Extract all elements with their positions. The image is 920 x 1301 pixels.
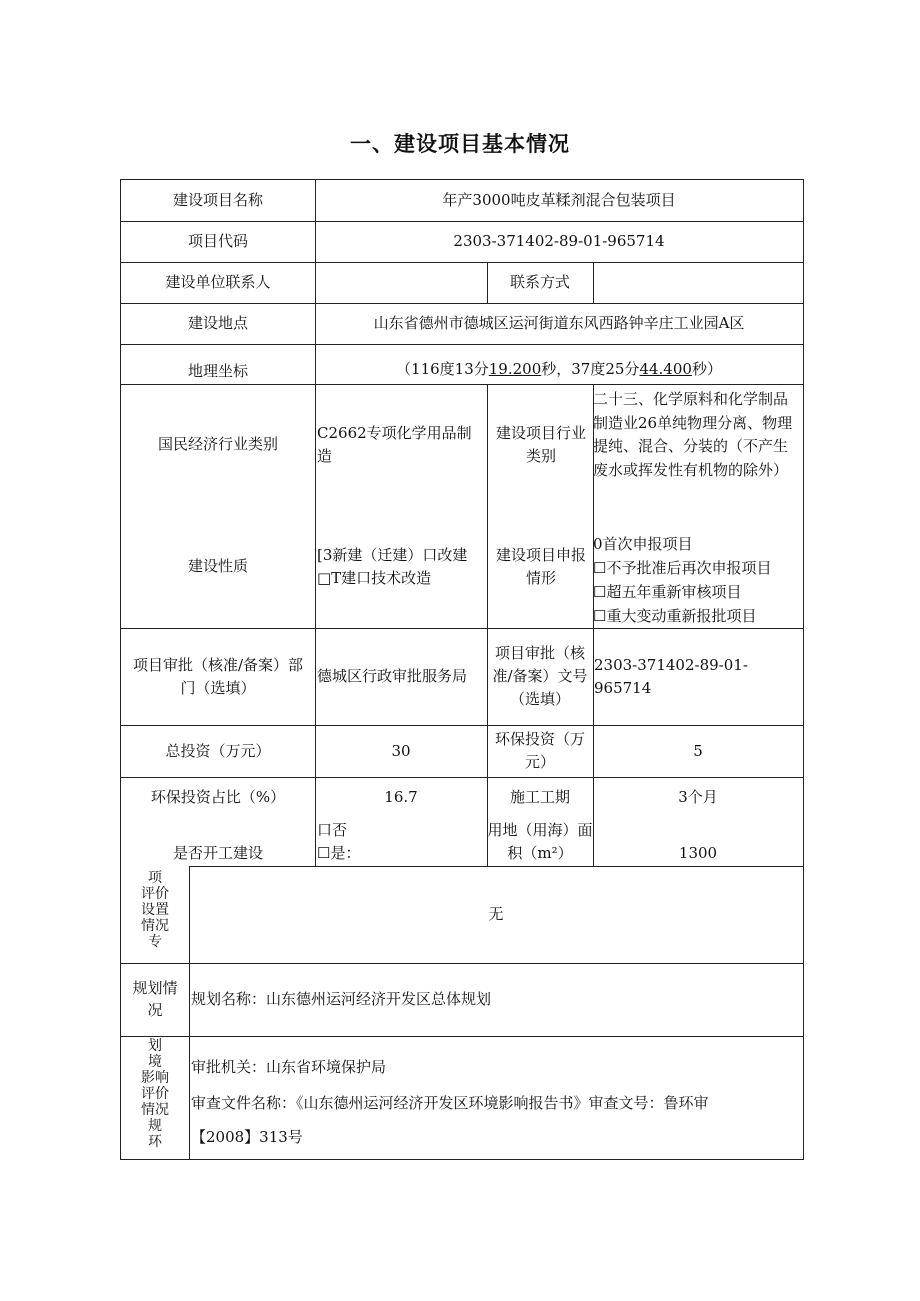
plan-eia-document: 审查文件名称：《山东德州运河经济开发区环境影响报告书》审查文号：鲁环审 (191, 1094, 709, 1112)
project-name-label: 建设项目名称 (172, 191, 263, 209)
land-area-label: 用地（用海）面积（m²） (487, 821, 593, 862)
total-investment-label: 总投资（万元） (165, 741, 271, 760)
row-divider (121, 777, 803, 778)
coords-label: 地理坐标 (187, 362, 248, 380)
coords-suffix: 秒） (691, 360, 722, 378)
industry-category-value: 二十三、化学原料和化学制品制造业26单纯物理分离、物理提纯、混合、分装的（不产生废水或挥发性有机物的除外） (593, 390, 793, 479)
contact-method-value (593, 262, 803, 303)
approval-dept-label: 项目审批（核准/备案）部门（选填） (132, 655, 304, 697)
special-assessment-value: 无 (488, 905, 504, 923)
industry-value: C2662专项化学用品制造 (317, 424, 472, 465)
nature-value: [3新建（迁建）口改建□T建口技术改造 (317, 546, 468, 587)
env-ratio-label: 环保投资占比（%） (150, 788, 286, 806)
project-code-label: 项目代码 (187, 232, 248, 250)
basic-info-table (120, 179, 804, 1160)
industry-label: 国民经济行业类别 (157, 435, 278, 453)
env-ratio-value: 16.7 (384, 788, 418, 806)
page-title: 一、建设项目基本情况 (350, 132, 570, 156)
construction-period-value: 3个月 (678, 788, 718, 806)
approval-doc-value: 2303-371402-89-01-965714 (594, 655, 748, 697)
started-option-no[interactable]: 口否 (317, 821, 348, 839)
special-assessment-label: 项 评价 设置 情况 专 (141, 870, 169, 950)
construction-period-label: 施工工期 (509, 788, 570, 806)
report-option[interactable]: 0首次申报项目 (593, 535, 693, 553)
report-option[interactable]: ☐不予批准后再次申报项目 (593, 559, 772, 577)
coords-mid: 秒，37度25分 (541, 360, 640, 378)
contact-value (315, 262, 487, 303)
land-area-value: 1300 (678, 844, 718, 862)
industry-category-label: 建设项目行业类别 (495, 424, 586, 465)
coords-lat-seconds: 44.400 (639, 360, 692, 378)
plan-eia-label: 划 境 影响 评价 情况 规 环 (141, 1038, 169, 1150)
project-name-value: 年产3000吨皮革糅剂混合包装项目 (442, 191, 676, 209)
location-value: 山东省德州市德城区运河街道东风西路钟辛庄工业园A区 (373, 314, 745, 332)
report-option[interactable]: ☐超五年重新审核项目 (593, 583, 742, 601)
contact-label: 建设单位联系人 (165, 273, 271, 291)
report-option[interactable]: ☐重大变动重新报批项目 (593, 607, 757, 625)
approval-doc-label: 项目审批（核准/备案）文号（选填） (492, 644, 588, 708)
row-divider (121, 344, 803, 345)
planning-label: 规划情 况 (132, 979, 178, 1019)
planning-value: 规划名称：山东德州运河经济开发区总体规划 (191, 990, 492, 1008)
row-divider (121, 384, 803, 385)
env-investment-label: 环保投资（万元） (494, 730, 585, 771)
plan-eia-authority: 审批机关：山东省环境保护局 (191, 1058, 387, 1076)
nature-label: 建设性质 (187, 557, 248, 575)
env-investment-value: 5 (693, 741, 703, 760)
report-label: 建设项目申报情形 (495, 546, 586, 587)
coords-prefix: （116度13分 (396, 360, 489, 378)
coords-lon-seconds: 19.200 (488, 360, 542, 378)
project-code-value: 2303-371402-89-01-965714 (453, 232, 665, 250)
approval-dept-value: 德城区行政审批服务局 (317, 667, 468, 685)
started-option-yes[interactable]: ☐是： (317, 844, 361, 862)
report-options (593, 532, 803, 628)
started-label: 是否开工建设 (172, 844, 263, 862)
coords-value (315, 358, 803, 381)
location-label: 建设地点 (187, 314, 248, 332)
total-investment-value: 30 (391, 741, 411, 760)
plan-eia-doc-number: 【2008】313号 (191, 1128, 303, 1146)
started-options (317, 819, 485, 865)
row-divider (121, 1036, 803, 1037)
contact-method-label: 联系方式 (509, 273, 570, 291)
